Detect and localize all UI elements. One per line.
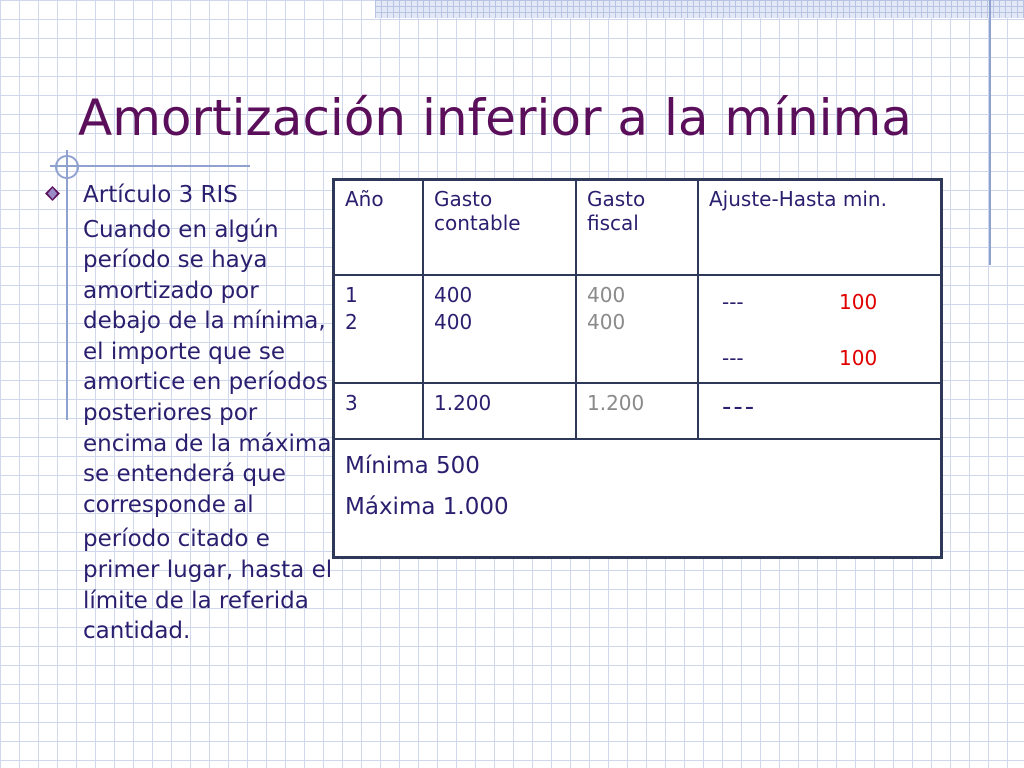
dash-value: --- <box>722 392 757 422</box>
table-header-row <box>335 181 940 275</box>
decorative-line <box>989 0 991 265</box>
cell-value: 1.200 <box>587 391 645 415</box>
minimum-value: Mínima 500 <box>345 453 480 479</box>
decorative-circle <box>55 155 79 179</box>
cell-value: 400 <box>587 309 626 334</box>
body-text <box>83 180 335 647</box>
data-table-frame <box>332 178 943 559</box>
header-cell: Año <box>335 181 423 275</box>
maximum-value: Máxima 1.000 <box>345 494 509 521</box>
diamond-bullet-icon <box>45 186 60 201</box>
header-cell: Ajuste-Hasta min. <box>698 181 940 275</box>
bullet-section <box>45 180 335 647</box>
adjust-amount: 100 <box>839 290 878 314</box>
cell-value: 400 <box>587 283 626 307</box>
year-cell <box>335 383 423 439</box>
cell-value: 400 <box>434 309 473 334</box>
table-row <box>335 383 940 439</box>
data-table <box>335 181 940 556</box>
dash-value: --- <box>722 346 744 370</box>
slide-title: Amortización inferior a la mínima <box>78 89 912 147</box>
gasto-fiscal-cell <box>576 383 698 439</box>
gasto-fiscal-cell <box>576 275 698 383</box>
bullet-paragraph: Cuando en algún período se haya amortizado por debajo de la mínima, el importe que se amortice en períodos posteriores por encima de la máxima se entenderá que corresponde al <box>83 216 332 518</box>
gasto-contable-cell <box>423 275 576 383</box>
ajuste-pair <box>709 346 930 376</box>
cell-value: 3 <box>345 391 358 415</box>
summary-cell <box>335 439 940 556</box>
decorative-band <box>375 0 1024 18</box>
ajuste-cell <box>698 275 940 383</box>
ajuste-pair <box>709 290 930 320</box>
year-cell <box>335 275 423 383</box>
cell-value: 1 <box>345 283 358 307</box>
dash-value: --- <box>722 290 744 314</box>
gasto-contable-cell <box>423 383 576 439</box>
table-row <box>335 275 940 383</box>
cell-value: 2 <box>345 309 358 334</box>
cell-value: 1.200 <box>434 391 492 415</box>
header-cell: Gasto fiscal <box>576 181 698 275</box>
bullet-heading: Artículo 3 RIS <box>83 182 238 208</box>
cell-value: 400 <box>434 283 473 307</box>
ajuste-cell <box>698 383 940 439</box>
adjust-amount: 100 <box>839 346 878 370</box>
summary-row <box>335 439 940 556</box>
bullet-paragraph: período citado e primer lugar, hasta el límite de la referida cantidad. <box>83 526 333 645</box>
header-cell: Gasto contable <box>423 181 576 275</box>
decorative-line <box>50 165 250 167</box>
